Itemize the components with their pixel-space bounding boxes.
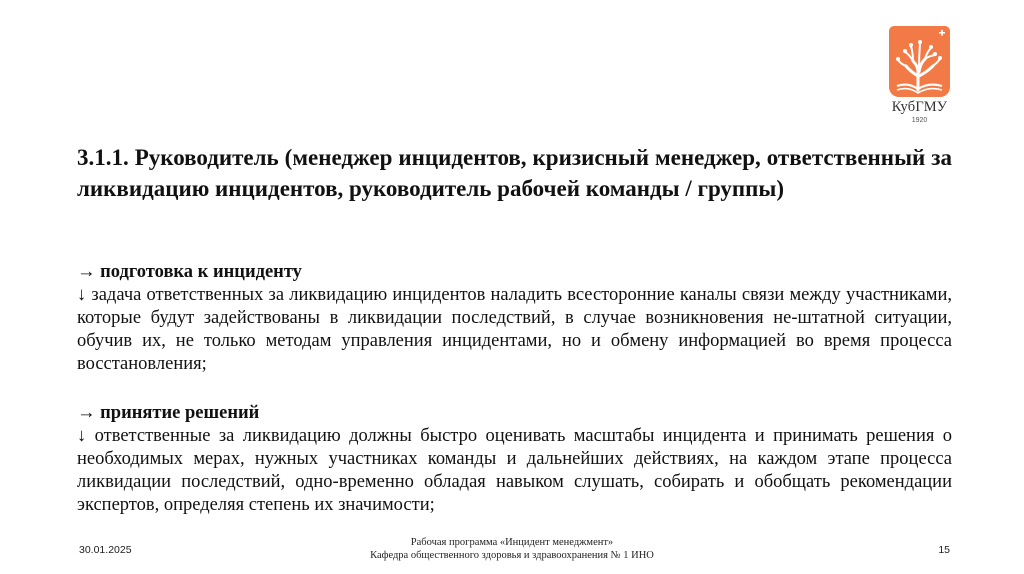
kubgmu-logo: [889, 26, 950, 130]
section-heading: → принятие решений: [77, 403, 260, 423]
logo-name: КубГМУ: [891, 99, 948, 115]
section-decision-making: [77, 402, 952, 517]
tree-book-logo-icon: [889, 26, 950, 97]
footer-info: [322, 536, 702, 562]
footer-date: 30.01.2025: [79, 544, 132, 556]
section-body: ↓ ответственные за ликвидацию должны быстро оценивать масштабы инцидента и принимать решения о необходимых мерах, нужных участниках команды и дальнейших действиях, на каждом этапе процесса ликвидации последствий, одно-временно обладая навыком слушать, собирать и обобщать рекомендации экспертов, определяя степень их значимости;: [77, 426, 952, 515]
section-body: ↓ задача ответственных за ликвидацию инцидентов наладить всесторонние каналы связи между участниками, которые будут задействованы в ликвидации последствий, в случае возникновения не-штатной ситуации, обучив их, не только методам управления инцидентами, но и обмену информацией во время процесса восстановления;: [77, 285, 952, 374]
section-preparation: [77, 261, 952, 376]
footer-department: Кафедра общественного здоровья и здравоохранения № 1 ИНО: [370, 550, 654, 561]
slide-title: 3.1.1. Руководитель (менеджер инцидентов, кризисный менеджер, ответственный за ликвидацию инцидентов, руководитель рабочей команды / группы): [77, 145, 952, 201]
logo-year: 1920: [911, 117, 928, 124]
page-number: 15: [938, 544, 950, 556]
footer-program: Рабочая программа «Инцидент менеджмент»: [410, 537, 614, 548]
section-heading: → подготовка к инциденту: [77, 262, 302, 282]
